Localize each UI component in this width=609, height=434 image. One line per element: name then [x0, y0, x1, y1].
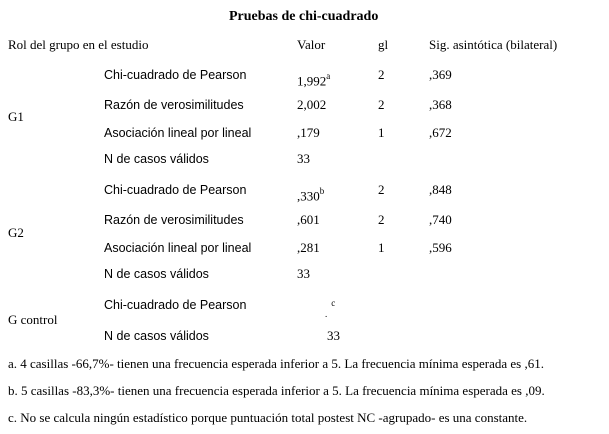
stat-label: Razón de verosimilitudes [104, 213, 244, 227]
stat-label: Asociación lineal por lineal [104, 126, 252, 140]
stat-label: Razón de verosimilitudes [104, 98, 244, 112]
stat-label: N de casos válidos [104, 329, 209, 343]
stat-value: 33 [297, 151, 310, 166]
header-sig: Sig. asintótica (bilateral) [429, 37, 558, 52]
group-label-gcontrol: G control [8, 312, 58, 327]
stat-sig: ,596 [429, 240, 452, 255]
stat-sig: ,740 [429, 212, 452, 227]
stat-value: ,281 [297, 240, 320, 255]
group-label-g2: G2 [8, 225, 24, 240]
stat-value: $_.^c$ [325, 298, 336, 320]
stat-gl: 1 [378, 125, 385, 140]
header-gl: gl [378, 37, 389, 52]
footnote-c: c. No se calcula ningún estadístico porque puntuación total postest NC -agrupado- es una constante. [8, 410, 528, 425]
stat-gl: 2 [378, 182, 385, 197]
stat-label: Chi-cuadrado de Pearson [104, 298, 247, 312]
stat-label: Asociación lineal por lineal [104, 241, 252, 255]
stat-sig: ,848 [429, 182, 452, 197]
stat-sig: ,369 [429, 67, 452, 82]
footnote-ref: b [319, 186, 325, 196]
stat-gl: 2 [378, 67, 385, 82]
stat-sig: ,672 [429, 125, 452, 140]
stat-value: ,330$^b$ [297, 186, 325, 204]
stat-sig: ,368 [429, 97, 452, 112]
footnote-ref: c [331, 298, 336, 308]
stat-label: Chi-cuadrado de Pearson [104, 183, 247, 197]
footnote-ref: a [326, 71, 331, 81]
stat-gl: 2 [378, 97, 385, 112]
stat-value: 1,992$^a$ [297, 71, 331, 89]
stat-gl: 2 [378, 212, 385, 227]
stat-value: ,179 [297, 125, 320, 140]
stat-value: ,601 [297, 212, 320, 227]
table-title: Pruebas de chi-cuadrado [229, 9, 379, 24]
footnote-a: a. 4 casillas -66,7%- tienen una frecuencia esperada inferior a 5. La frecuencia mínima esperada es ,61. [8, 356, 544, 371]
stat-label: N de casos válidos [104, 152, 209, 166]
header-group: Rol del grupo en el estudio [8, 37, 149, 52]
stat-value: 33 [297, 266, 310, 281]
footnote-b: b. 5 casillas -83,3%- tienen una frecuencia esperada inferior a 5. La frecuencia mínima esperada es ,09. [8, 383, 545, 398]
group-label-g1: G1 [8, 109, 24, 124]
stat-label: N de casos válidos [104, 267, 209, 281]
stat-value: 2,002 [297, 97, 327, 112]
header-value: Valor [297, 37, 326, 52]
stat-value: 33 [327, 328, 340, 343]
stat-gl: 1 [378, 240, 385, 255]
stat-label: Chi-cuadrado de Pearson [104, 68, 247, 82]
